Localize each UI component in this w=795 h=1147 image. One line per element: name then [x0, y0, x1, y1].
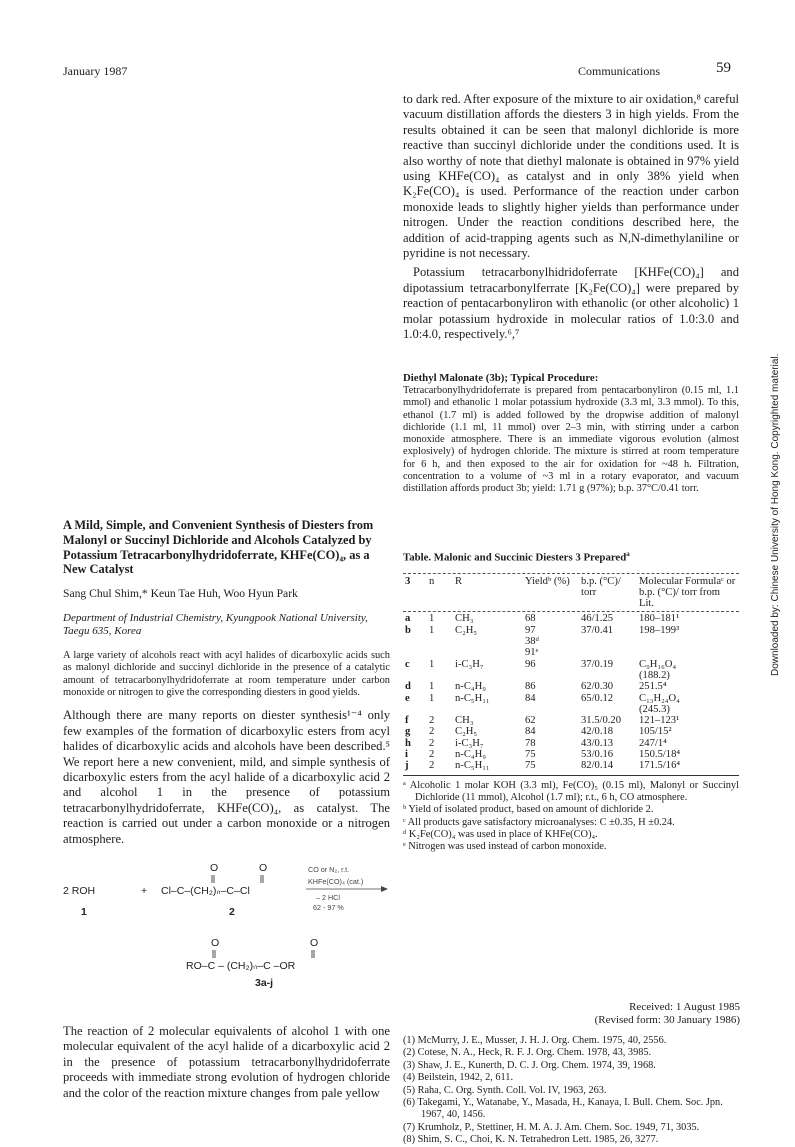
table-cell-r	[453, 704, 523, 715]
table-cell-id: e	[405, 692, 410, 704]
header-r: R	[455, 575, 463, 587]
table-cell-bp	[579, 670, 637, 681]
table-row	[403, 715, 739, 726]
table-cell-r: CH₃	[455, 613, 474, 625]
table-cell-r	[453, 647, 523, 658]
table-cell-n: 1	[429, 624, 435, 636]
table-cell-n: 1	[429, 681, 435, 693]
table-cell-lit: (245.3)	[639, 703, 670, 715]
header-bp: b.p. (°C)/ torr	[581, 575, 621, 598]
table-cell-bp: 37/0.41	[581, 624, 614, 636]
table-cell-bp	[579, 704, 637, 715]
table-cell-r: C₂H₅	[455, 624, 478, 636]
scheme-product-label: 3a-j	[255, 977, 274, 988]
right-column-text	[403, 92, 739, 343]
table-cell-lit: (188.2)	[639, 669, 670, 681]
procedure-title: Diethyl Malonate (3b); Typical Procedure:	[403, 372, 599, 384]
article-introduction: Although there are many reports on diester synthesis¹⁻⁴ only few examples of the formation of dicarboxylic esters from acyl halides of dicarboxylic acids and alcohols have been described.⁵ We report here a new convenient, mild, and simple synthesis of dicarboxylic esters from the acyl halide of a dicarboxylic acid 2 and alcohol 1 in the presence of potassium tetracarbonylhydridoferrate, KHFe(CO)₄, as catalyst. The reaction is carried out under a carbon monoxide or a nitrogen atmosphere.	[63, 708, 390, 846]
table-cell-n: 2	[429, 737, 435, 749]
table-cell-lit	[637, 636, 739, 647]
table-cell-id	[403, 704, 427, 715]
table-cell-n: 1	[429, 658, 435, 670]
reference-item: (2) Cotese, N. A., Heck, R. F. J. Org. Chem. 1978, 43, 3985.	[403, 1047, 652, 1059]
table-footnote: ᵇ Yield of isolated product, based on amount of dichloride 2.	[403, 804, 654, 816]
reference-item: (6) Takegami, Y., Watanabe, Y., Masada, H., Kanaya, I. Bull. Chem. Soc. Jpn. 1967, 40, 1456.	[403, 1097, 723, 1121]
table-cell-yield: 75	[525, 749, 536, 761]
carbonyl-o-4: O	[310, 937, 319, 949]
table-cell-n: 2	[429, 726, 435, 738]
table-cell-id: d	[405, 681, 411, 693]
article-abstract: A large variety of alcohols react with acyl halides of dicarboxylic acids such as malonyl dichloride and succinyl dichloride in the presence of a catalytic amount of tetracarbonylhydridoferrate at room temperature under carbon monoxide or nitrogen to give the corresponding diesters in good yields.	[63, 650, 390, 699]
table-cell-r: n-C₄H₉	[455, 749, 486, 761]
table-row	[403, 693, 739, 704]
table-footnote: ᶜ All products gave satisfactory microanalyses: C ±0.35, H ±0.24.	[403, 816, 675, 828]
scheme-product: RO–C – (CH₂)ₙ–C –OR	[186, 960, 296, 972]
table-row	[403, 738, 739, 749]
diester-table-section	[403, 550, 739, 853]
condition-yield: 62 - 97 %	[313, 903, 344, 912]
paragraph-continuation: to dark red. After exposure of the mixture to air oxidation,⁸ careful vacuum distillation affords the diesters 3 in high yields. From the results obtained it can be seen that malonyl dichloride is more reactive than succinyl dichloride under the conditions used. It is also worthy of note that diethyl malonate is obtained in 97% yield using KHFe(CO)₄ as catalyst and in only 38% yield when K₂Fe(CO)₄ is used. Performance of the reaction under carbon monoxide leads to slightly higher yields than performance under nitrogen. Under the reaction conditions described here, the addition of acid-trapping agents such as N,N-dimethylaniline or pyridine is not necessary.	[403, 92, 739, 261]
table-body	[403, 613, 739, 771]
table-cell-id: f	[405, 715, 409, 727]
table-cell-n: 2	[429, 760, 435, 772]
table-cell-n	[427, 670, 453, 681]
scheme-plus: +	[141, 885, 148, 897]
reference-item: (8) Shim, S. C., Choi, K. N. Tetrahedron Lett. 1985, 26, 3277.	[403, 1134, 659, 1146]
table-caption: Table. Malonic and Succinic Diesters 3 Prepared$^a$	[403, 550, 630, 564]
table-cell-yield: 84	[525, 726, 536, 738]
table-cell-id: h	[405, 737, 411, 749]
carbonyl-o-3: O	[211, 937, 220, 949]
table-cell-yield: 75	[525, 760, 536, 772]
table-cell-bp: 62/0.30	[581, 681, 614, 693]
received-dates	[540, 1001, 740, 1027]
condition-byproduct: – 2 HCl	[316, 893, 340, 902]
table-cell-r	[453, 636, 523, 647]
table-cell-lit: 150.5/18⁴	[639, 749, 681, 761]
reference-item: (3) Shaw, J. E., Kunerth, D. C. J. Org. Chem. 1974, 39, 1968.	[403, 1059, 656, 1071]
table-cell-bp	[579, 636, 637, 647]
table-cell-yield: 38ᵈ	[525, 636, 539, 648]
table-cell-id: c	[405, 658, 410, 670]
reference-item: (4) Beilstein, 1942, 2, 611.	[403, 1072, 514, 1084]
running-section: Communications	[578, 64, 660, 78]
table-row	[403, 636, 739, 647]
table-cell-lit: 198–199³	[639, 624, 680, 636]
table-cell-yield: 84	[525, 692, 536, 704]
table-cell-yield: 91ᵉ	[525, 647, 539, 659]
table-footnotes	[403, 780, 739, 854]
page-number: 59	[716, 60, 731, 76]
diester-table	[403, 576, 739, 772]
reaction-scheme	[63, 858, 390, 988]
table-cell-r: C₂H₅	[455, 726, 478, 738]
table-cell-yield	[523, 670, 579, 681]
table-cell-bp: 82/0.14	[581, 760, 614, 772]
header-formula: Molecular Formulaᶜ or b.p. (°C)/ torr from Lit.	[639, 575, 736, 610]
header-yield: Yieldᵇ (%)	[525, 575, 570, 587]
running-date: January 1987	[63, 64, 128, 78]
table-cell-r: n-C₅H₁₁	[455, 692, 490, 704]
table-cell-id	[403, 647, 427, 658]
table-cell-id: j	[405, 760, 409, 772]
table-footnote: ᵈ K₂Fe(CO)₄ was used in place of KHFe(CO)₄.	[403, 828, 598, 840]
table-cell-bp: 31.5/0.20	[581, 715, 622, 727]
reference-item: (1) McMurry, J. E., Musser, J. H. J. Org. Chem. 1975, 40, 2556.	[403, 1035, 667, 1046]
table-cell-id	[403, 636, 427, 647]
table-cell-n	[427, 636, 453, 647]
table-row	[403, 613, 739, 624]
table-row	[403, 760, 739, 771]
table-cell-lit: 180–181¹	[639, 613, 680, 625]
table-cell-n: 2	[429, 749, 435, 761]
condition-atmosphere: CO or N₂, r.t.	[308, 865, 350, 874]
table-cell-yield: 78	[525, 737, 536, 749]
table-row	[403, 681, 739, 692]
table-cell-yield	[523, 704, 579, 715]
table-row	[403, 749, 739, 760]
table-cell-bp	[579, 647, 637, 658]
arrow-head	[381, 886, 388, 892]
table-cell-id: a	[405, 613, 411, 625]
scheme-reactant-2: Cl–C–(CH₂)ₙ–C–Cl	[161, 885, 250, 897]
table-cell-yield: 68	[525, 613, 536, 625]
table-cell-lit: 171.5/16⁴	[639, 760, 681, 772]
table-cell-lit: C₁₃H₂₄O₄	[639, 692, 680, 704]
table-cell-id: i	[405, 749, 408, 761]
table-cell-n	[427, 704, 453, 715]
header-n: n	[429, 575, 435, 587]
table-cell-lit: 247/1⁴	[639, 737, 667, 749]
scheme-label-2: 2	[229, 906, 235, 918]
table-footnote: ᵉ Nitrogen was used instead of carbon monoxide.	[403, 841, 607, 853]
article-header	[63, 518, 390, 847]
reference-item: (7) Krumholz, P., Stettiner, H. M. A. J. Am. Chem. Soc. 1949, 71, 3035.	[403, 1121, 700, 1133]
table-cell-lit: C₉H₁₆O₄	[639, 658, 677, 670]
procedure-section	[403, 372, 739, 496]
table-row	[403, 670, 739, 681]
table-cell-n: 2	[429, 715, 435, 727]
table-cell-n: 1	[429, 692, 435, 704]
received-date: Received: 1 August 1985	[629, 1001, 740, 1013]
header-compound: 3	[405, 575, 411, 587]
table-row	[403, 726, 739, 737]
table-cell-r: n-C₅H₁₁	[455, 760, 490, 772]
table-cell-yield: 86	[525, 681, 536, 693]
table-row	[403, 647, 739, 658]
revised-date: (Revised form: 30 January 1986)	[594, 1014, 740, 1026]
carbonyl-o-1: O	[210, 862, 219, 874]
article-authors: Sang Chul Shim,* Keun Tae Huh, Woo Hyun Park	[63, 587, 298, 601]
table-cell-yield: 97	[525, 624, 536, 636]
table-cell-lit: 121–123¹	[639, 715, 680, 727]
table-cell-r: i-C₃H₇	[455, 658, 484, 670]
paragraph-reagents: Potassium tetracarbonylhidridoferrate [KHFe(CO)₄] and dipotassium tetracarbonylferrate [K₂Fe(CO)₄] were prepared by reaction of pentacarbonyliron with ethanolic (or other alcoholic) 1 molar potassium hydroxide in molecular ratios of 1.0:3.0 and 1.0:4.0, respectively.⁶,⁷	[403, 265, 739, 342]
download-watermark: Downloaded by: Chinese University of Hong Kong. Copyrighted material.	[770, 353, 781, 676]
table-cell-yield: 62	[525, 715, 536, 727]
scheme-reactant-1: 2 ROH	[63, 885, 96, 897]
table-cell-r: n-C₄H₉	[455, 681, 486, 693]
reference-item: (5) Raha, C. Org. Synth. Coll. Vol. IV, 1963, 263.	[403, 1084, 607, 1096]
table-header-row	[403, 576, 739, 610]
table-cell-bp: 43/0.13	[581, 737, 614, 749]
reference-list	[403, 1035, 739, 1147]
table-cell-r	[453, 670, 523, 681]
table-cell-n	[427, 647, 453, 658]
table-cell-n: 1	[429, 613, 435, 625]
table-cell-yield: 96	[525, 658, 536, 670]
condition-catalyst: KHFe(CO)₄ (cat.)	[308, 877, 364, 886]
table-cell-r: CH₃	[455, 715, 474, 727]
article-discussion: The reaction of 2 molecular equivalents of alcohol 1 with one molecular equivalent of the acyl halide of a dicarboxylic acid 2 in the presence of potassium tetracarbonylhydridoferrate proceeds with immediate strong evolution of hydrogen chloride and the color of the reaction mixture changes from pale yellow	[63, 1024, 390, 1100]
table-row	[403, 625, 739, 636]
table-cell-bp: 42/0.18	[581, 726, 614, 738]
table-cell-lit: 105/15²	[639, 726, 672, 738]
carbonyl-o-2: O	[259, 862, 268, 874]
table-cell-lit	[637, 647, 739, 658]
scheme-label-1: 1	[81, 906, 87, 918]
table-cell-id	[403, 670, 427, 681]
table-row	[403, 659, 739, 670]
table-footnote: ᵃ Alcoholic 1 molar KOH (3.3 ml), Fe(CO)₅ (0.15 ml), Malonyl or Succinyl Dichloride (11 mmol), Alcohol (1.7 ml); r.t., 6 h, CO atmosphere.	[403, 779, 739, 803]
article-affiliation: Department of Industrial Chemistry, Kyungpook National University, Taegu 635, Korea	[63, 612, 368, 638]
table-cell-lit: 251.5⁴	[639, 681, 667, 693]
table-cell-id: g	[405, 726, 411, 738]
table-cell-id: b	[405, 624, 411, 636]
procedure-text: Tetracarbonylhydridoferrate is prepared from pentacarbonyliron (0.15 ml, 1.1 mmol) and ethanolic 1 molar potassium hydroxide (3.3 ml, 3.3 mmol). To this, ethanol (1.7 ml) is added followed by the dropwise addition of malonyl dichloride (1.1 ml, 11 mmol) over 2–3 min, with stirring under a carbon monoxide atmosphere. There is an immediate vigorous evolution (almost explosively) of hydrogen chloride. The mixture is stirred at room temperature for 6 h, and then exposed to the air for oxidation for ~48 h. Filtration, concentration to a volume of ~3 ml in a rotary evaporator, and vacuum distillation affords product 3b; yield: 1.71 g (97%); b.p. 37°C/0.41 torr.	[403, 385, 739, 495]
table-row	[403, 704, 739, 715]
table-cell-bp: 53/0.16	[581, 749, 614, 761]
table-cell-bp: 46/1.25	[581, 613, 614, 625]
table-cell-r: i-C₃H₇	[455, 737, 484, 749]
article-title: A Mild, Simple, and Convenient Synthesis of Diesters from Malonyl or Succinyl Dichloride and Alcohols Catalyzed by Potassium Tetracarbonylhydridoferrate, KHFe(CO)₄, as a New Catalyst	[63, 518, 374, 577]
table-cell-bp: 65/0.12	[581, 692, 614, 704]
table-cell-bp: 37/0.19	[581, 658, 614, 670]
